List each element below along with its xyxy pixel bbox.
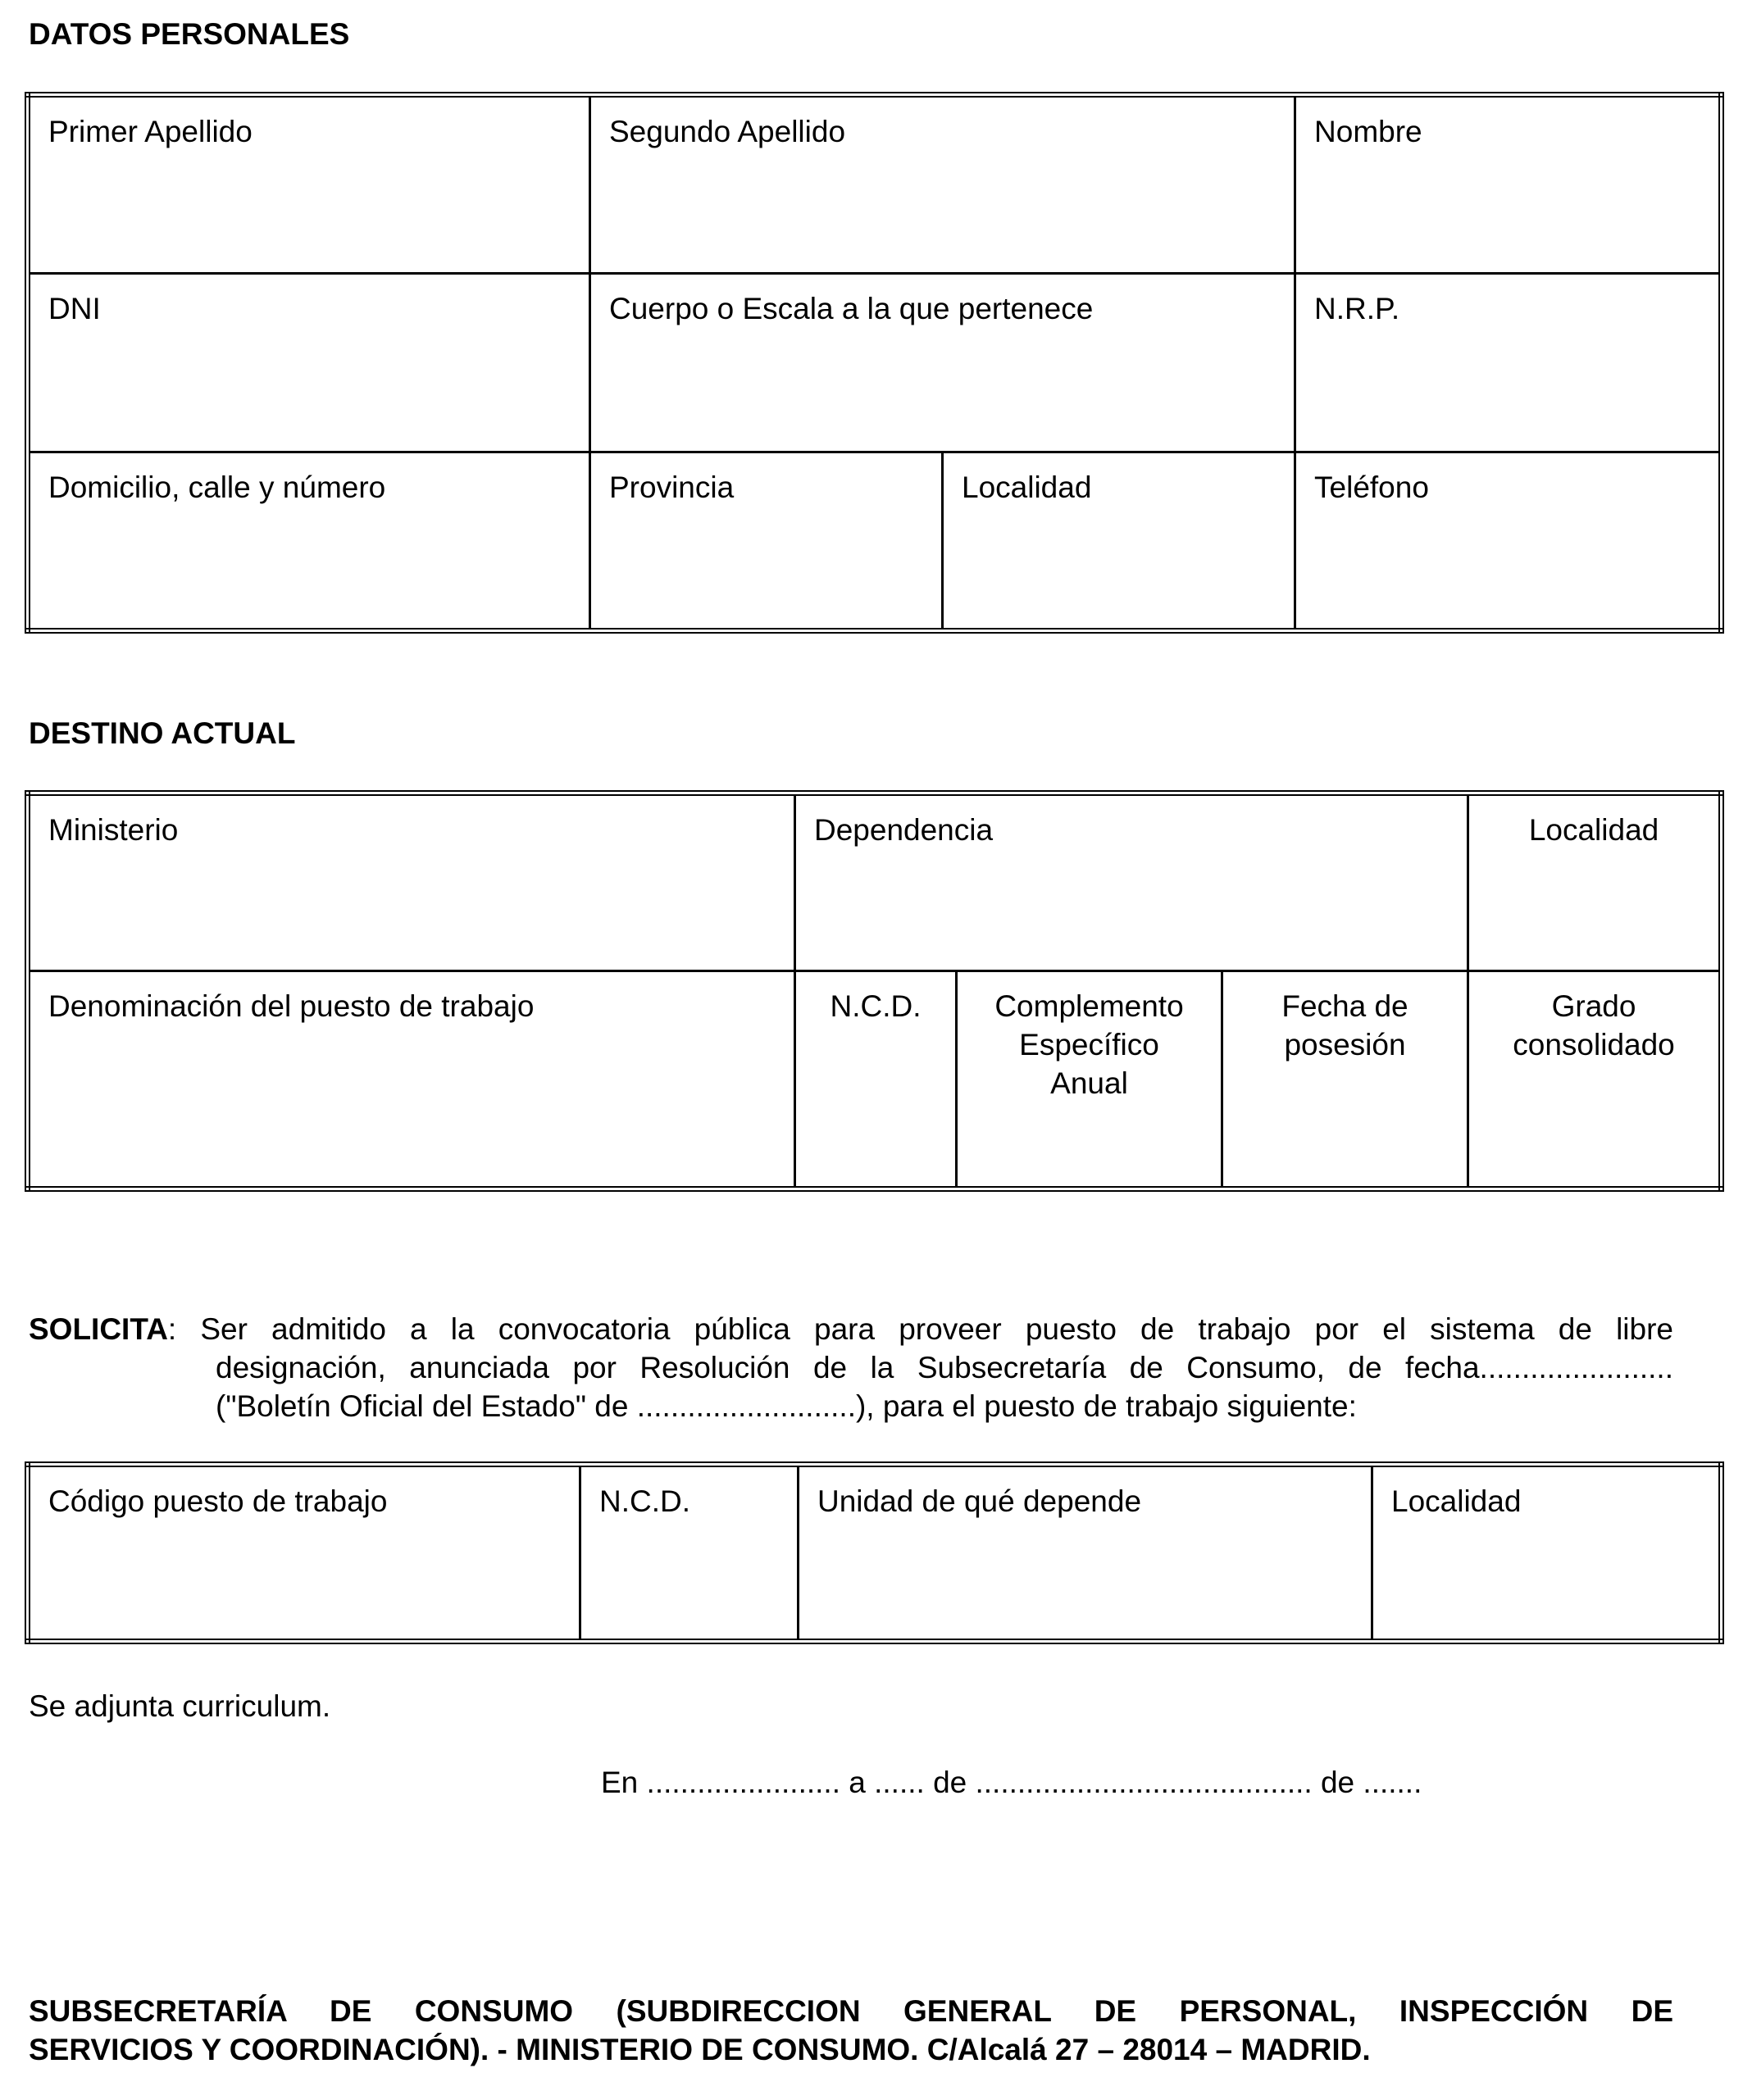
solicita-line-2: designación, anunciada por Resolución de la Subsecretaría de Consumo, de fecha....................... bbox=[216, 1351, 1673, 1384]
field-unidad-depende[interactable]: Unidad de qué depende bbox=[799, 1465, 1372, 1642]
field-primer-apellido[interactable]: Primer Apellido bbox=[28, 95, 590, 274]
section-heading-datos-personales: DATOS PERSONALES bbox=[29, 17, 350, 51]
footer-address bbox=[29, 1992, 1673, 2069]
puesto-solicitado-table bbox=[25, 1461, 1724, 1644]
solicita-line-1 bbox=[29, 1310, 1673, 1348]
footer-line-1: SUBSECRETARÍA DE CONSUMO (SUBDIRECCION GENERAL DE PERSONAL, INSPECCIÓN DE bbox=[29, 1994, 1673, 2028]
complemento-line-3: Anual bbox=[1050, 1066, 1128, 1100]
fecha-line-2: posesión bbox=[1284, 1028, 1406, 1061]
field-telefono[interactable]: Teléfono bbox=[1295, 452, 1722, 631]
field-domicilio[interactable]: Domicilio, calle y número bbox=[28, 452, 590, 631]
field-dependencia[interactable]: Dependencia bbox=[795, 793, 1468, 971]
field-localidad[interactable]: Localidad bbox=[943, 452, 1295, 631]
solicita-line-3: ("Boletín Oficial del Estado" de ..........................), para el puesto de trabajo siguiente: bbox=[216, 1389, 1357, 1423]
field-segundo-apellido[interactable]: Segundo Apellido bbox=[590, 95, 1295, 274]
datos-personales-table bbox=[25, 92, 1724, 634]
field-dni[interactable]: DNI bbox=[28, 274, 590, 452]
field-provincia[interactable]: Provincia bbox=[590, 452, 943, 631]
field-fecha-posesion[interactable] bbox=[1222, 971, 1468, 1189]
field-localidad-destino[interactable]: Localidad bbox=[1468, 793, 1722, 971]
fecha-line-1: Fecha de bbox=[1281, 989, 1409, 1023]
fecha-firma-line: En ....................... a ...... de ........................................ de ....... bbox=[601, 1766, 1422, 1799]
field-localidad-solicitado[interactable]: Localidad bbox=[1372, 1465, 1722, 1642]
solicita-text-1: : Ser admitido a la convocatoria pública para proveer puesto de trabajo por el sistema de libre bbox=[167, 1312, 1673, 1346]
destino-actual-table bbox=[25, 790, 1724, 1192]
field-complemento-especifico[interactable] bbox=[957, 971, 1222, 1189]
field-nombre[interactable]: Nombre bbox=[1295, 95, 1722, 274]
section-heading-destino-actual: DESTINO ACTUAL bbox=[29, 716, 296, 750]
footer-line-2: SERVICIOS Y COORDINACIÓN). - MINISTERIO DE CONSUMO. C/Alcalá 27 – 28014 – MADRID. bbox=[29, 2033, 1371, 2066]
grado-line-1: Grado bbox=[1551, 989, 1636, 1023]
complemento-line-2: Específico bbox=[1019, 1028, 1159, 1061]
field-ncd-destino[interactable]: N.C.D. bbox=[795, 971, 957, 1189]
solicita-label: SOLICITA bbox=[29, 1312, 168, 1346]
field-nrp[interactable]: N.R.P. bbox=[1295, 274, 1722, 452]
grado-line-2: consolidado bbox=[1513, 1028, 1675, 1061]
field-grado-consolidado[interactable] bbox=[1468, 971, 1722, 1189]
field-codigo-puesto[interactable]: Código puesto de trabajo bbox=[28, 1465, 580, 1642]
adjunta-curriculum-text: Se adjunta curriculum. bbox=[29, 1689, 331, 1723]
complemento-line-1: Complemento bbox=[994, 989, 1184, 1023]
field-ncd-solicitado[interactable]: N.C.D. bbox=[580, 1465, 799, 1642]
solicita-paragraph bbox=[29, 1310, 1673, 1425]
field-cuerpo-escala[interactable]: Cuerpo o Escala a la que pertenece bbox=[590, 274, 1295, 452]
field-denominacion-puesto[interactable]: Denominación del puesto de trabajo bbox=[28, 971, 795, 1189]
field-ministerio[interactable]: Ministerio bbox=[28, 793, 795, 971]
